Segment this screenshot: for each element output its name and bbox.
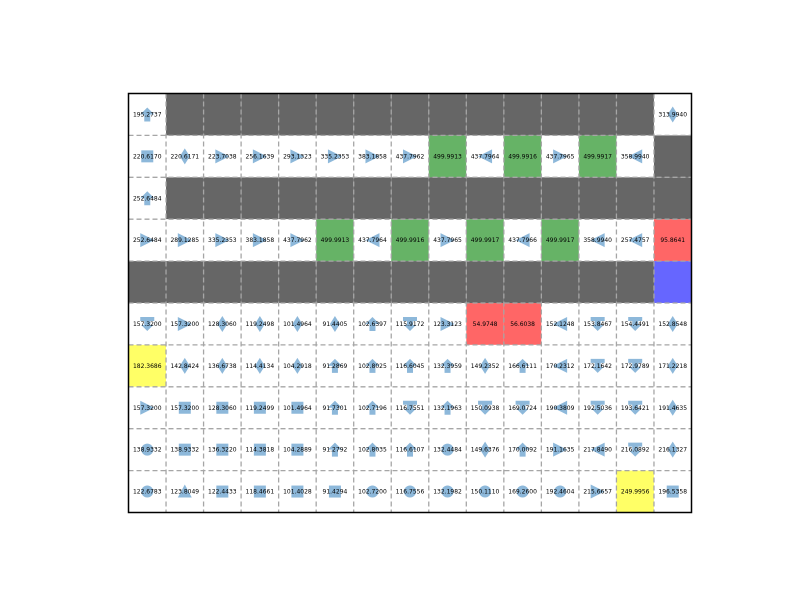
cell-value: 152.1248 [545,320,575,328]
wall-cell [166,177,204,219]
cell-value: 169.2600 [508,488,537,496]
cell-value: 119.2498 [245,320,275,328]
cell-value: 91.4405 [322,320,348,328]
wall-cell [654,177,692,219]
cell-value: 358.9940 [583,237,612,245]
cell-value: 132.3959 [433,362,462,370]
wall-cell [316,177,354,219]
wall-cell [166,94,204,136]
cell-value: 128.3060 [208,404,237,412]
cell-value: 252.6484 [132,237,162,245]
cell-value: 192.4604 [545,488,575,496]
cell-value: 216.0892 [620,446,650,454]
cell-value: 142.8424 [170,362,200,370]
cell-value: 132.1982 [433,488,462,496]
cell-value: 192.5036 [583,404,612,412]
cell-value: 157.3200 [170,404,200,412]
cell-value: 138.9332 [132,446,162,454]
cell-value: 437.7965 [433,237,462,245]
cell-value: 91.2792 [322,446,348,454]
cell-value: 216.1327 [658,446,688,454]
cell-value: 437.7966 [508,237,537,245]
cell-value: 116.7556 [395,488,425,496]
cell-value: 128.3060 [208,320,237,328]
cell-value: 132.4484 [433,446,462,454]
cell-value: 172.1642 [583,362,612,370]
cell-value: 152.8548 [658,320,688,328]
cell-value: 383.1858 [358,153,387,161]
wall-cell [391,177,429,219]
wall-cell [391,261,429,303]
cell-value: 499.9916 [395,237,425,245]
cell-value: 116.6045 [395,362,425,370]
wall-cell [504,261,542,303]
cell-value: 499.9913 [433,153,462,161]
cell-value: 220.6170 [132,153,162,161]
cell-value: 56.6038 [510,320,536,328]
wall-cell [204,177,242,219]
cell-value: 91.4294 [322,488,348,496]
wall-cell [541,94,579,136]
wall-cell [241,261,279,303]
cell-value: 123.8049 [170,488,200,496]
cell-value: 383.1858 [245,237,275,245]
wall-cell [541,177,579,219]
wall-cell [354,177,392,219]
wall-cell [316,94,354,136]
wall-cell [391,94,429,136]
wall-cell [129,261,167,303]
cell-value: 191.1635 [545,446,575,454]
cell-value: 335.2353 [208,237,237,245]
cell-value: 252.6484 [132,195,162,203]
cell-value: 102.7196 [358,404,387,412]
cell-value: 115.9172 [395,320,425,328]
wall-cell [504,177,542,219]
cell-value: 195.2737 [132,111,162,119]
wall-cell [541,261,579,303]
cell-value: 91.7301 [322,404,348,412]
cell-value: 166.6111 [508,362,537,370]
cell-value: 313.9940 [658,111,688,119]
cell-value: 95.8641 [660,237,686,245]
cell-value: 172.9789 [620,362,650,370]
cell-value: 116.7551 [395,404,425,412]
cell-value: 153.8467 [583,320,612,328]
cell-value: 499.9917 [545,237,575,245]
wall-cell [429,261,467,303]
cell-value: 289.1285 [170,237,200,245]
cell-value: 437.7964 [470,153,500,161]
cell-value: 136.6738 [208,362,237,370]
wall-cell [579,177,617,219]
cell-value: 101.4028 [283,488,312,496]
cell-value: 119.2499 [245,404,275,412]
cell-value: 150.0938 [470,404,500,412]
cell-value: 54.9748 [472,320,498,328]
wall-cell [166,261,204,303]
cell-value: 157.3200 [132,320,162,328]
wall-cell [279,177,317,219]
cell-value: 102.8025 [358,362,387,370]
cell-value: 256.1639 [245,153,275,161]
wall-cell [466,177,504,219]
cell-value: 154.4491 [620,320,650,328]
cell-value: 190.3809 [545,404,575,412]
cell-value: 437.7962 [283,237,312,245]
cell-value: 220.6171 [170,153,200,161]
cell-value: 102.8035 [358,446,387,454]
cell-value: 157.3200 [170,320,200,328]
cell-value: 157.3200 [132,404,162,412]
cell-value: 91.2869 [322,362,348,370]
cell-value: 122.4433 [208,488,237,496]
cell-value: 170.0092 [508,446,537,454]
wall-cell [354,261,392,303]
wall-cell [241,177,279,219]
cell-value: 293.1323 [283,153,312,161]
cell-value: 249.9956 [620,488,650,496]
cell-value: 102.6397 [358,320,387,328]
wall-cell [579,261,617,303]
wall-cell [616,94,654,136]
cell-value: 116.6107 [395,446,425,454]
cell-value: 182.3686 [132,362,162,370]
cell-value: 499.9916 [508,153,537,161]
wall-cell [204,261,242,303]
wall-cell [316,261,354,303]
cell-value: 193.6421 [620,404,650,412]
cell-value: 138.9332 [170,446,200,454]
wall-cell [466,261,504,303]
cell-value: 191.4635 [658,404,688,412]
blue-cell [654,261,692,303]
cell-value: 101.4964 [283,404,312,412]
cell-value: 132.1963 [433,404,462,412]
wall-cell [466,94,504,136]
cell-value: 499.9917 [470,237,500,245]
cell-value: 104.2918 [283,362,312,370]
cell-value: 150.1110 [470,488,500,496]
wall-cell [579,94,617,136]
cell-value: 437.7962 [395,153,425,161]
wall-cell [279,94,317,136]
cell-value: 170.2312 [545,362,575,370]
wall-cell [204,94,242,136]
cell-value: 223.7038 [208,153,237,161]
wall-cell [654,135,692,177]
cell-value: 118.4661 [245,488,275,496]
cell-value: 358.9940 [620,153,650,161]
cell-value: 122.6783 [132,488,162,496]
cell-value: 437.7965 [545,153,575,161]
cell-value: 171.2218 [658,362,688,370]
cell-value: 257.4757 [620,237,650,245]
cell-value: 123.3123 [433,320,462,328]
cell-value: 149.6376 [470,446,500,454]
wall-cell [429,94,467,136]
cell-value: 169.0724 [508,404,537,412]
cell-value: 196.5358 [658,488,688,496]
cell-value: 499.9917 [583,153,612,161]
wall-cell [354,94,392,136]
cell-value: 101.4964 [283,320,312,328]
cell-value: 149.2352 [470,362,500,370]
cell-value: 102.7200 [358,488,387,496]
cell-value: 136.3220 [208,446,237,454]
cell-value: 114.4134 [245,362,275,370]
wall-cell [429,177,467,219]
wall-cell [504,94,542,136]
cell-value: 114.3818 [245,446,275,454]
cell-value: 217.8490 [583,446,612,454]
cell-value: 437.7964 [358,237,387,245]
cell-value: 215.6657 [583,488,612,496]
wall-cell [616,177,654,219]
cell-value: 104.2889 [283,446,312,454]
wall-cell [241,94,279,136]
wall-cell [616,261,654,303]
cell-value: 335.2353 [320,153,350,161]
cell-value: 499.9913 [320,237,350,245]
wall-cell [279,261,317,303]
